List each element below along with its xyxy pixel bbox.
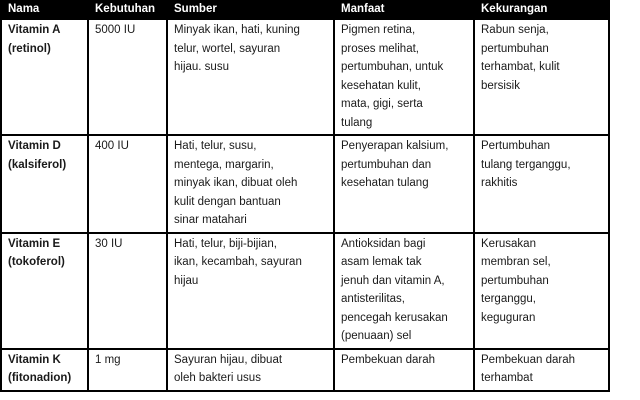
benefit-line: Pigmen retina, (341, 24, 416, 36)
cell-kebutuhan (88, 135, 167, 233)
requirement-value: 400 IU (95, 140, 129, 152)
deficiency-line: tulang terganggu, (481, 158, 571, 171)
benefit-line: proses melihat, (341, 42, 419, 55)
source-line: Hati, telur, biji-bijian, (174, 237, 277, 250)
deficiency-line: terhambat (481, 372, 533, 384)
requirement-value: 30 IU (95, 237, 123, 250)
table-header-row (1, 0, 609, 19)
table-row-vitamin-a (1, 19, 609, 135)
header-nama: Nama (1, 0, 88, 19)
cell-kekurangan (474, 349, 609, 391)
vitamin-name: Vitamin E (8, 237, 61, 250)
benefit-line: asam lemak tak (341, 256, 422, 268)
benefit-line: Antioksidan bagi (341, 237, 426, 250)
deficiency-line: membran sel, (481, 256, 551, 268)
benefit-line: Pembekuan darah (341, 353, 435, 366)
requirement-value: 1 mg (95, 353, 121, 366)
deficiency-line: Rabun senja, (481, 24, 549, 36)
cell-sumber (167, 135, 334, 233)
vitamin-name: Vitamin K (8, 353, 61, 366)
source-line: minyak ikan, dibuat oleh (174, 177, 298, 189)
header-sumber: Sumber (167, 0, 334, 19)
cell-kebutuhan (88, 233, 167, 349)
cell-nama (1, 349, 88, 391)
benefit-line: tulang (341, 116, 373, 129)
deficiency-line: terganggu, (481, 293, 536, 305)
deficiency-line: bersisik (481, 79, 520, 92)
header-kebutuhan: Kebutuhan (88, 0, 167, 19)
source-line: Hati, telur, susu, (174, 140, 257, 152)
benefit-line: mata, gigi, serta (341, 98, 423, 110)
cell-sumber (167, 349, 334, 391)
table-row-vitamin-e (1, 233, 609, 349)
benefit-line: kesehatan tulang (341, 177, 429, 189)
deficiency-line: pertumbuhan (481, 274, 549, 287)
benefit-line: antisterilitas, (341, 293, 405, 305)
source-line: telur, wortel, sayuran (174, 42, 281, 55)
cell-kebutuhan (88, 19, 167, 135)
vitamin-chemical-name: (kalsiferol) (8, 158, 67, 171)
benefit-line: pertumbuhan, untuk (341, 61, 444, 73)
cell-manfaat (334, 233, 474, 349)
cell-sumber (167, 19, 334, 135)
requirement-value: 5000 IU (95, 24, 136, 36)
source-line: oleh bakteri usus (174, 372, 261, 384)
vitamin-name: Vitamin D (8, 140, 61, 152)
vitamin-chemical-name: (retinol) (8, 42, 51, 55)
cell-nama (1, 19, 88, 135)
benefit-line: (penuaan) sel (341, 330, 412, 342)
cell-kekurangan (474, 233, 609, 349)
deficiency-line: Pembekuan darah (481, 353, 575, 366)
source-line: ikan, kecambah, sayuran (174, 256, 302, 268)
cell-manfaat (334, 19, 474, 135)
cell-manfaat (334, 135, 474, 233)
deficiency-line: Pertumbuhan (481, 140, 551, 152)
table-row-vitamin-k (1, 349, 609, 391)
cell-nama (1, 135, 88, 233)
vitamin-chemical-name: (fitonadion) (8, 372, 72, 384)
header-kekurangan: Kekurangan (474, 0, 609, 19)
cell-kebutuhan (88, 349, 167, 391)
deficiency-line: rakhitis (481, 177, 518, 189)
source-line: sinar matahari (174, 214, 247, 226)
header-manfaat: Manfaat (334, 0, 474, 19)
cell-sumber (167, 233, 334, 349)
benefit-line: pertumbuhan dan (341, 158, 432, 171)
benefit-line: pencegah kerusakan (341, 311, 448, 324)
cell-kekurangan (474, 19, 609, 135)
benefit-line: jenuh dan vitamin A, (341, 274, 445, 287)
source-line: hijau (174, 274, 199, 287)
deficiency-line: pertumbuhan (481, 42, 549, 55)
table-row-vitamin-d (1, 135, 609, 233)
source-line: mentega, margarin, (174, 158, 274, 171)
cell-manfaat (334, 349, 474, 391)
cell-kekurangan (474, 135, 609, 233)
source-line: Minyak ikan, hati, kuning (174, 24, 300, 36)
vitamin-name: Vitamin A (8, 24, 61, 36)
deficiency-line: terhambat, kulit (481, 61, 560, 73)
vitamin-chemical-name: (tokoferol) (8, 256, 65, 268)
source-line: Sayuran hijau, dibuat (174, 353, 283, 366)
cell-nama (1, 233, 88, 349)
benefit-line: Penyerapan kalsium, (341, 140, 449, 152)
source-line: kulit dengan bantuan (174, 195, 281, 208)
deficiency-line: keguguran (481, 311, 536, 324)
deficiency-line: Kerusakan (481, 237, 536, 250)
source-line: hijau. susu (174, 61, 229, 73)
benefit-line: kesehatan kulit, (341, 79, 421, 92)
